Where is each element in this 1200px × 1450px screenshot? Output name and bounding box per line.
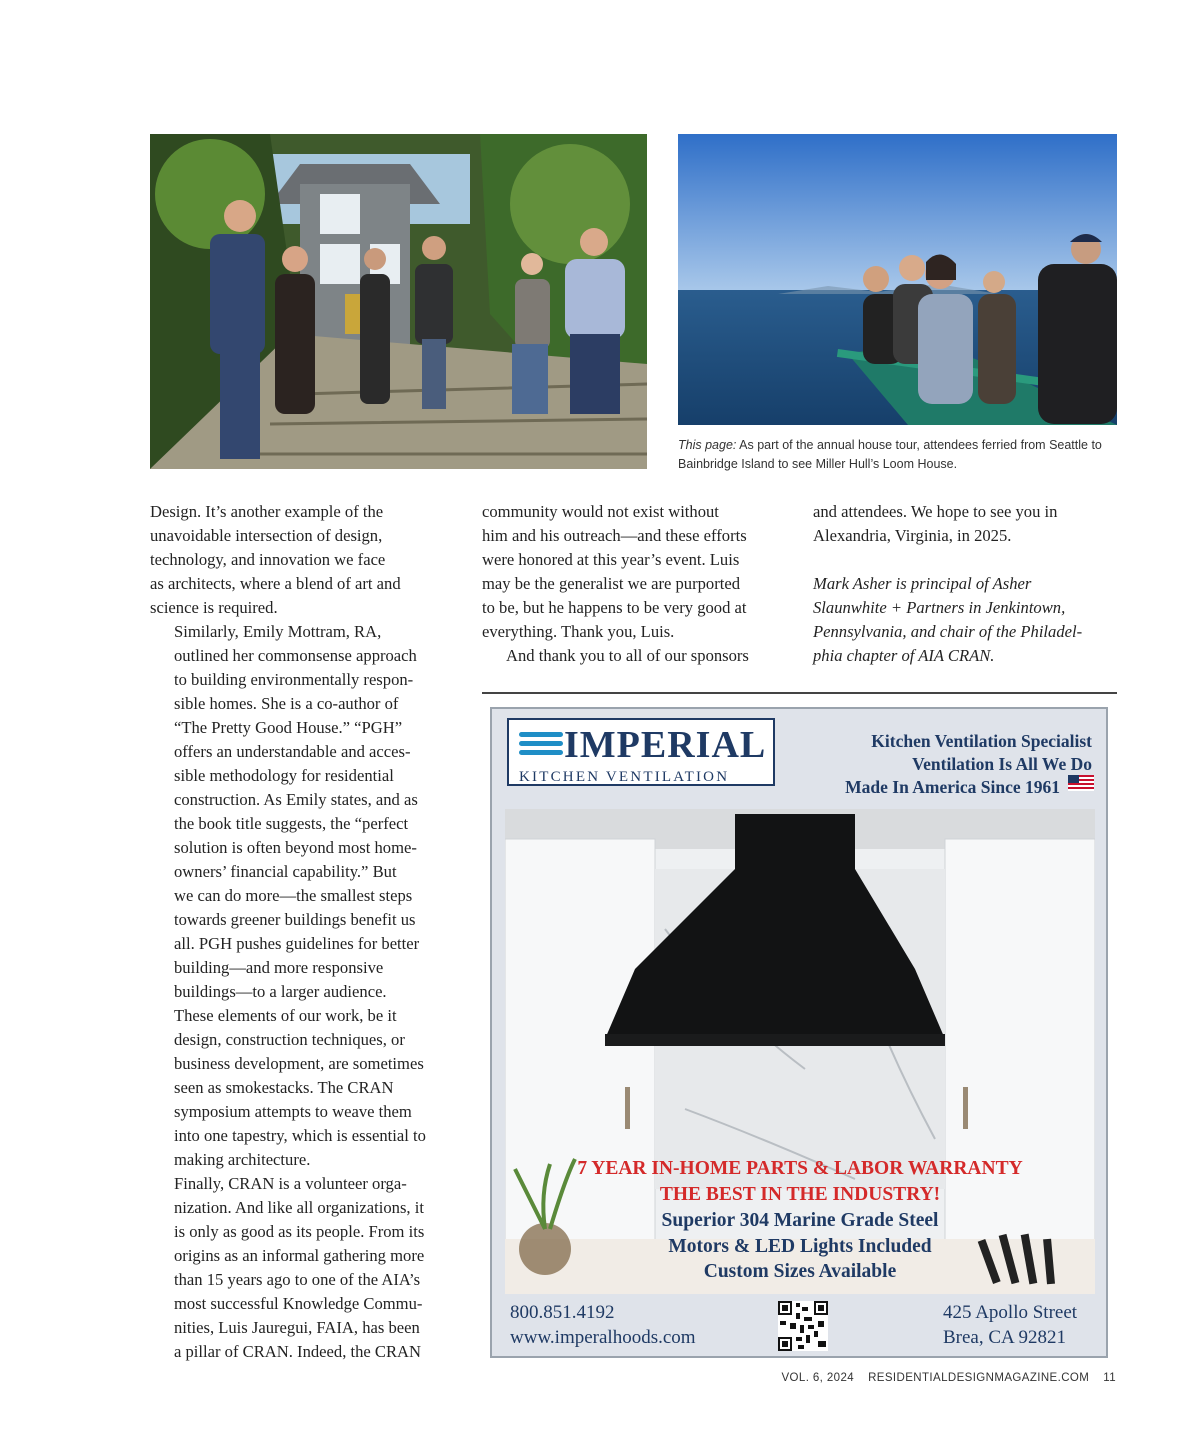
ad-tagline-2: Ventilation Is All We Do	[912, 754, 1092, 774]
feature-line-2: Motors & LED Lights Included	[668, 1236, 932, 1257]
article-column-1	[150, 500, 450, 1364]
imperial-advertisement[interactable]	[490, 707, 1108, 1358]
ad-divider-rule	[482, 692, 1117, 694]
text-line: is only as good as its people. From its	[174, 1222, 425, 1241]
bio-line: Slaunwhite + Partners in Jenkintown,	[813, 598, 1066, 617]
text-line: solution is often beyond most home-	[174, 838, 417, 857]
text-line: into one tapestry, which is essential to	[174, 1126, 426, 1145]
qr-code-icon[interactable]	[778, 1301, 828, 1351]
page-number: 11	[1103, 1372, 1116, 1384]
text-line: “The Pretty Good House.” “PGH”	[174, 718, 403, 737]
ferry-photo	[678, 134, 1117, 425]
text-line: may be the generalist we are purported	[482, 574, 741, 593]
brand-name: IMPERIAL	[564, 724, 767, 766]
bio-line: phia chapter of AIA CRAN.	[813, 646, 995, 665]
text-line: symposium attempts to weave them	[174, 1102, 412, 1121]
text-line: unavoidable intersection of design,	[150, 526, 383, 545]
text-line: sible homes. She is a co-author of	[174, 694, 399, 713]
ad-website-link[interactable]: www.imperalhoods.com	[510, 1327, 696, 1348]
text-line: design, construction techniques, or	[174, 1030, 405, 1049]
text-line: towards greener buildings benefit us	[174, 910, 416, 929]
text-line: to be, but he happens to be very good at	[482, 598, 747, 617]
text-line: to building environmentally respon-	[174, 670, 414, 689]
text-line: offers an understandable and acces-	[174, 742, 411, 761]
text-line: were honored at this year’s event. Luis	[482, 550, 740, 569]
text-line: all. PGH pushes guidelines for better	[174, 934, 420, 953]
article-paragraph	[150, 620, 450, 1004]
imperial-logo	[507, 718, 775, 786]
text-line: These elements of our work, be it	[174, 1006, 397, 1025]
text-line: community would not exist without	[482, 502, 719, 521]
page-footer	[767, 1372, 1116, 1384]
ad-tagline-1: Kitchen Ventilation Specialist	[871, 731, 1092, 751]
text-line: buildings—to a larger audience.	[174, 982, 387, 1001]
warranty-line-2: THE BEST IN THE INDUSTRY!	[659, 1184, 941, 1205]
text-line: than 15 years ago to one of the AIA’s	[174, 1270, 421, 1289]
ad-phone[interactable]: 800.851.4192	[510, 1302, 615, 1323]
us-flag-icon	[1068, 775, 1094, 791]
closing-paragraph	[813, 500, 1118, 548]
article-column-3	[813, 500, 1118, 668]
text-line: most successful Knowledge Commu-	[174, 1294, 423, 1313]
text-line: as architects, where a blend of art and	[150, 574, 401, 593]
article-paragraph	[482, 644, 787, 668]
house-tour-photo	[150, 134, 647, 469]
caption-lead: This page:	[678, 438, 737, 452]
feature-line-1: Superior 304 Marine Grade Steel	[661, 1210, 939, 1231]
ad-tagline-3: Made In America Since 1961	[845, 777, 1060, 797]
footer-site: RESIDENTIALDESIGNMAGAZINE.COM	[868, 1372, 1090, 1384]
footer-volume: VOL. 6, 2024	[781, 1372, 855, 1384]
article-paragraph	[482, 500, 787, 644]
wave-icon	[519, 750, 563, 755]
article-paragraph	[150, 500, 450, 620]
photo-caption	[678, 436, 1118, 474]
text-line: him and his outreach—and these efforts	[482, 526, 747, 545]
text-line: nization. And like all organizations, it	[174, 1198, 424, 1217]
text-line: And thank you to all of our sponsors	[506, 646, 749, 665]
text-line: outlined her commonsense approach	[174, 646, 417, 665]
author-bio	[813, 572, 1118, 668]
text-line: everything. Thank you, Luis.	[482, 622, 675, 641]
ad-address-street: 425 Apollo Street	[943, 1302, 1078, 1323]
text-line: the book title suggests, the “perfect	[174, 814, 409, 833]
text-line: Finally, CRAN is a volunteer orga-	[174, 1174, 407, 1193]
text-line: sible methodology for residential	[174, 766, 394, 785]
text-line: Alexandria, Virginia, in 2025.	[813, 526, 1012, 545]
text-line: construction. As Emily states, and as	[174, 790, 418, 809]
text-line: owners’ financial capability.” But	[174, 862, 397, 881]
article-column-2	[482, 500, 787, 668]
brand-subtitle: KITCHEN VENTILATION	[519, 769, 730, 785]
wave-icon	[519, 732, 563, 737]
bio-line: Pennsylvania, and chair of the Philadel-	[813, 622, 1083, 641]
text-line: and attendees. We hope to see you in	[813, 502, 1058, 521]
text-line: building—and more responsive	[174, 958, 384, 977]
text-line: Design. It’s another example of the	[150, 502, 384, 521]
text-line: we can do more—the smallest steps	[174, 886, 413, 905]
bio-line: Mark Asher is principal of Asher	[813, 574, 1032, 593]
ad-address-city: Brea, CA 92821	[943, 1327, 1066, 1348]
article-paragraph	[150, 1172, 450, 1364]
text-line: business development, are sometimes	[174, 1054, 424, 1073]
text-line: Similarly, Emily Mottram, RA,	[174, 622, 382, 641]
feature-line-3: Custom Sizes Available	[703, 1261, 897, 1282]
wave-icon	[519, 741, 563, 746]
text-line: making architecture.	[174, 1150, 311, 1169]
article-paragraph	[150, 1004, 450, 1172]
text-line: technology, and innovation we face	[150, 550, 386, 569]
warranty-line-1: 7 YEAR IN-HOME PARTS & LABOR WARRANTY	[577, 1158, 1023, 1179]
text-line: origins as an informal gathering more	[174, 1246, 425, 1265]
caption-text: As part of the annual house tour, attendees ferried from Seattle to Bainbridge Island to see Miller Hull’s Loom House.	[678, 438, 1102, 471]
text-line: seen as smokestacks. The CRAN	[174, 1078, 394, 1097]
text-line: a pillar of CRAN. Indeed, the CRAN	[174, 1342, 422, 1361]
text-line: nities, Luis Jauregui, FAIA, has been	[174, 1318, 420, 1337]
text-line: science is required.	[150, 598, 278, 617]
